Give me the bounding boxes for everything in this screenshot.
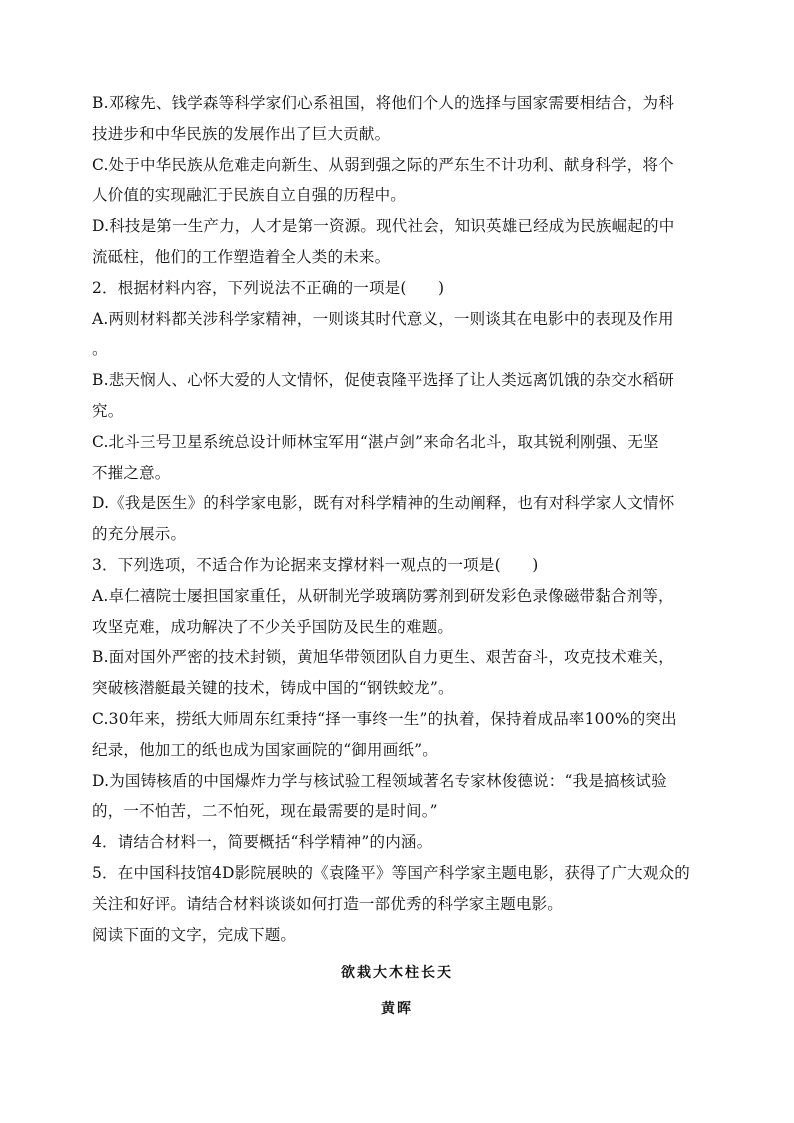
text-line-15: 的充分展示。 bbox=[92, 525, 187, 544]
text-line-27: 关注和好评。请结合材料谈谈如何打造一部优秀的科学家主题电影。 bbox=[92, 894, 564, 913]
article-title: 欲栽大木柱长天 bbox=[341, 965, 453, 982]
text-line-19: B.面对国外严密的技术封锁，黄旭华带领团队自力更生、艰苦奋斗，攻克技术难关， bbox=[92, 648, 674, 667]
text-line-2: 技进步和中华民族的发展作出了巨大贡献。 bbox=[92, 124, 391, 143]
text-line-1: B.邓稼先、钱学森等科学家们心系祖国，将他们个人的选择与国家需要相结合，为科 bbox=[92, 94, 674, 112]
text-line-8: A.两则材料都关涉科学家精神，一则谈其时代意义，一则谈其在电影中的表现及作用 bbox=[92, 309, 674, 328]
question-4: 4．请结合材料一，简要概括“科学精神”的内涵。 bbox=[92, 833, 433, 852]
text-line-22: 纪录，他加工的纸也成为国家画院的“御用画纸”。 bbox=[92, 740, 438, 759]
article-author: 黄晖 bbox=[381, 1001, 413, 1018]
question-3: 3．下列选项，不适合作为论据来支撑材料一观点的一项是( ) bbox=[92, 555, 539, 574]
text-line-21: C.30年来，捞纸大师周东红秉持“择一事终一生”的执着，保持着成品率100%的突出 bbox=[92, 709, 677, 728]
text-line-24: 的，一不怕苦，二不怕死，现在最需要的是时间。” bbox=[92, 802, 438, 821]
text-line-4: 人价值的实现融汇于民族自立自强的历程中。 bbox=[92, 186, 407, 205]
text-line-5: D.科技是第一生产力，人才是第一资源。现代社会，知识英雄已经成为民族崛起的中 bbox=[92, 217, 675, 236]
text-line-20: 突破核潜艇最关键的技术，铸成中国的“钢铁蛟龙”。 bbox=[92, 679, 454, 698]
reading-instruction: 阅读下面的文字，完成下题。 bbox=[92, 925, 297, 944]
text-line-23: D.为国铸核盾的中国爆炸力学与核试验工程领域著名专家林俊德说：“我是搞核试验 bbox=[92, 771, 667, 790]
text-line-3: C.处于中华民族从危难走向新生、从弱到强之际的严东生不计功利、献身科学，将个 bbox=[92, 155, 674, 174]
text-line-6: 流砥柱，他们的工作塑造着全人类的未来。 bbox=[92, 247, 391, 266]
question-2: 2．根据材料内容，下列说法不正确的一项是( ) bbox=[92, 278, 445, 297]
document-page bbox=[92, 88, 702, 1024]
text-line-10: B.悲天悯人、心怀大爱的人文情怀，促使袁隆平选择了让人类远离饥饿的杂交水稻研 bbox=[92, 371, 674, 390]
text-line-11: 究。 bbox=[92, 401, 124, 420]
text-line-17: A.卓仁禧院士屡担国家重任，从研制光学玻璃防雾剂到研发彩色录像磁带黏合剂等， bbox=[92, 586, 674, 605]
question-5: 5．在中国科技馆4D影院展映的《袁隆平》等国产科学家主题电影，获得了广大观众的 bbox=[92, 863, 690, 882]
text-line-14: D.《我是医生》的科学家电影，既有对科学精神的生动阐释，也有对科学家人文情怀 bbox=[92, 494, 675, 513]
text-line-18: 攻坚克难，成功解决了不少关乎国防及民生的难题。 bbox=[92, 617, 454, 636]
text-line-9: 。 bbox=[92, 340, 108, 359]
text-line-12: C.北斗三号卫星系统总设计师林宝军用“湛卢剑”来命名北斗，取其锐利刚强、无坚 bbox=[92, 432, 659, 451]
text-line-13: 不摧之意。 bbox=[92, 463, 171, 482]
